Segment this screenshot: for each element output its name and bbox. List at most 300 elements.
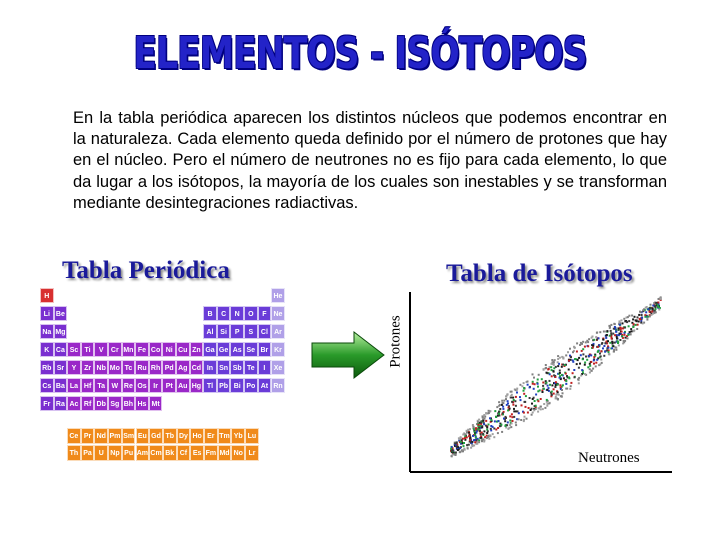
isotope-point [605, 337, 607, 339]
isotope-point [540, 406, 542, 408]
isotope-point [614, 334, 616, 336]
isotope-point [595, 362, 597, 364]
isotope-point [593, 339, 595, 341]
isotope-point [513, 408, 515, 410]
isotope-point [645, 307, 647, 309]
isotope-point [482, 433, 484, 435]
isotope-point [548, 387, 550, 389]
element-cell-c: C [217, 306, 231, 321]
isotope-point [514, 400, 516, 402]
isotope-point [612, 343, 614, 345]
isotope-point [452, 454, 454, 456]
isotope-point [512, 404, 514, 406]
element-cell-md: Md [218, 445, 232, 461]
isotope-point [462, 434, 464, 436]
isotope-point [532, 373, 534, 375]
isotope-point [472, 435, 474, 437]
isotope-point [473, 426, 475, 428]
isotope-point [629, 331, 631, 333]
isotope-point [595, 365, 597, 367]
isotope-point [529, 386, 531, 388]
isotope-point [585, 356, 587, 358]
isotope-point [565, 354, 567, 356]
isotope-point [593, 356, 595, 358]
isotope-point [580, 342, 582, 344]
isotope-point [620, 328, 622, 330]
isotope-point [596, 332, 598, 334]
isotope-point [610, 324, 612, 326]
isotope-point [543, 403, 545, 405]
isotope-point [551, 363, 553, 365]
isotope-point [516, 392, 518, 394]
isotope-point [509, 408, 511, 410]
element-cell-ir: Ir [149, 378, 163, 393]
isotope-point [562, 392, 564, 394]
isotope-point [572, 361, 574, 363]
isotope-point [519, 384, 521, 386]
isotope-point [556, 393, 558, 395]
isotope-point [553, 374, 555, 376]
isotope-point [652, 307, 654, 309]
isotope-point [615, 346, 617, 348]
element-cell-rb: Rb [40, 360, 54, 375]
element-cell-sb: Sb [230, 360, 244, 375]
element-cell-yb: Yb [231, 428, 245, 444]
isotope-point [584, 364, 586, 366]
isotope-point [515, 405, 517, 407]
element-cell-cr: Cr [108, 342, 122, 357]
isotope-point [497, 420, 499, 422]
isotope-point [546, 372, 548, 374]
isotope-point [504, 420, 506, 422]
element-cell-hs: Hs [135, 396, 149, 411]
isotope-point [518, 418, 520, 420]
element-cell-as: As [230, 342, 244, 357]
isotope-point [500, 424, 502, 426]
element-cell-rh: Rh [149, 360, 163, 375]
isotope-point [547, 389, 549, 391]
isotope-point [517, 410, 519, 412]
isotope-point [621, 331, 623, 333]
isotope-point [604, 351, 606, 353]
isotope-point [584, 346, 586, 348]
element-cell-ba: Ba [54, 378, 68, 393]
isotope-point [497, 432, 499, 434]
isotope-point [515, 422, 517, 424]
isotope-point [532, 398, 534, 400]
isotope-point [479, 430, 481, 432]
isotope-point [643, 309, 645, 311]
isotope-point [534, 400, 536, 402]
isotope-point [613, 351, 615, 353]
isotope-point [497, 427, 499, 429]
isotope-point [516, 389, 518, 391]
isotope-point [577, 378, 579, 380]
isotope-point [495, 429, 497, 431]
isotope-point [626, 321, 628, 323]
isotope-point [488, 410, 490, 412]
isotope-table-heading: Tabla de Isótopos [446, 260, 633, 287]
isotope-point [615, 331, 617, 333]
isotope-point [623, 340, 625, 342]
isotope-point [526, 418, 528, 420]
element-cell-ca: Ca [54, 342, 68, 357]
isotope-point [634, 316, 636, 318]
isotope-point [621, 335, 623, 337]
element-cell-ni: Ni [162, 342, 176, 357]
element-cell-am: Am [136, 445, 150, 461]
isotope-point [494, 420, 496, 422]
element-cell-bi: Bi [230, 378, 244, 393]
isotope-point [551, 375, 553, 377]
element-cell-po: Po [244, 378, 258, 393]
isotope-point [538, 374, 540, 376]
isotope-point [532, 383, 534, 385]
isotope-point [572, 351, 574, 353]
element-cell-s: S [244, 324, 258, 339]
isotope-point [551, 359, 553, 361]
isotope-point [502, 402, 504, 404]
isotope-point [482, 420, 484, 422]
element-cell-ag: Ag [176, 360, 190, 375]
isotope-point [570, 385, 572, 387]
isotope-point [653, 302, 655, 304]
element-cell-kr: Kr [271, 342, 285, 357]
isotope-point [481, 440, 483, 442]
isotope-point [630, 333, 632, 335]
element-cell-te: Te [244, 360, 258, 375]
isotope-point [468, 444, 470, 446]
isotope-point [507, 421, 509, 423]
isotope-point [547, 385, 549, 387]
isotope-point [573, 369, 575, 371]
isotope-point [454, 443, 456, 445]
isotope-point [507, 428, 509, 430]
isotope-point [507, 400, 509, 402]
isotope-point [608, 325, 610, 327]
isotope-point [616, 338, 618, 340]
isotope-point [534, 383, 536, 385]
isotope-point [566, 375, 568, 377]
element-cell-ac: Ac [67, 396, 81, 411]
element-cell-cu: Cu [176, 342, 190, 357]
element-cell-sg: Sg [108, 396, 122, 411]
isotope-point [546, 399, 548, 401]
isotope-point [617, 342, 619, 344]
isotope-point [487, 436, 489, 438]
isotope-point [660, 298, 662, 300]
isotope-point [499, 408, 501, 410]
isotope-point [509, 420, 511, 422]
isotope-point [597, 351, 599, 353]
isotope-point [542, 382, 544, 384]
isotope-point [649, 307, 651, 309]
isotope-point [459, 438, 461, 440]
element-cell-at: At [258, 378, 272, 393]
isotope-point [549, 380, 551, 382]
element-cell-w: W [108, 378, 122, 393]
isotope-point [639, 318, 641, 320]
isotope-point [498, 401, 500, 403]
element-cell-pu: Pu [122, 445, 136, 461]
isotope-point [559, 384, 561, 386]
isotope-point [588, 338, 590, 340]
isotope-point [505, 396, 507, 398]
element-cell-al: Al [203, 324, 217, 339]
isotope-point [649, 311, 651, 313]
element-cell-k: K [40, 342, 54, 357]
isotope-point [498, 415, 500, 417]
isotope-chart-svg [400, 292, 675, 474]
isotope-point [611, 341, 613, 343]
element-cell-tc: Tc [122, 360, 136, 375]
element-cell-sm: Sm [122, 428, 136, 444]
element-cell-os: Os [135, 378, 149, 393]
isotope-point [622, 327, 624, 329]
isotope-point [637, 316, 639, 318]
isotope-point [549, 384, 551, 386]
isotope-point [553, 362, 555, 364]
isotope-point [633, 330, 635, 332]
isotope-point [557, 399, 559, 401]
isotope-point [632, 318, 634, 320]
element-cell-xe: Xe [271, 360, 285, 375]
isotope-point [477, 428, 479, 430]
isotope-point [655, 308, 657, 310]
isotope-point [555, 366, 557, 368]
isotope-point [551, 391, 553, 393]
element-cell-fm: Fm [204, 445, 218, 461]
right-arrow-icon [310, 330, 386, 380]
isotope-point [624, 327, 626, 329]
isotope-point [483, 441, 485, 443]
isotope-point [551, 393, 553, 395]
element-cell-np: Np [108, 445, 122, 461]
isotope-point [578, 367, 580, 369]
isotope-point [537, 383, 539, 385]
stability-band [450, 296, 662, 457]
element-cell-ge: Ge [217, 342, 231, 357]
isotope-point [525, 406, 527, 408]
isotope-point [606, 330, 608, 332]
periodic-table-heading: Tabla Periódica [62, 257, 230, 284]
isotope-point [545, 364, 547, 366]
isotope-point [592, 345, 594, 347]
isotope-point [614, 342, 616, 344]
isotope-point [646, 319, 648, 321]
isotope-point [463, 448, 465, 450]
isotope-point [481, 426, 483, 428]
isotope-point [520, 399, 522, 401]
element-cell-h: H [40, 288, 54, 303]
isotope-point [599, 331, 601, 333]
isotope-point [480, 422, 482, 424]
element-cell-mt: Mt [149, 396, 163, 411]
isotope-point [574, 376, 576, 378]
isotope-point [471, 441, 473, 443]
isotope-point [483, 423, 485, 425]
isotope-point [638, 314, 640, 316]
periodic-table [40, 288, 285, 414]
isotope-point [490, 428, 492, 430]
isotope-point [588, 355, 590, 357]
isotope-point [482, 417, 484, 419]
element-cell-v: V [94, 342, 108, 357]
isotope-point [527, 384, 529, 386]
isotope-point [475, 437, 477, 439]
element-cell-hf: Hf [81, 378, 95, 393]
isotope-point [619, 324, 621, 326]
element-cell-nb: Nb [94, 360, 108, 375]
element-cell-y: Y [67, 360, 81, 375]
isotope-point [499, 404, 501, 406]
isotope-point [613, 323, 615, 325]
isotope-point [561, 396, 563, 398]
element-cell-mg: Mg [54, 324, 68, 339]
isotope-point [505, 417, 507, 419]
element-cell-sc: Sc [67, 342, 81, 357]
element-cell-bk: Bk [163, 445, 177, 461]
isotope-point [578, 357, 580, 359]
isotope-point [527, 412, 529, 414]
isotope-chart [400, 292, 675, 474]
isotope-point [535, 408, 537, 410]
isotope-point [513, 416, 515, 418]
isotope-point [483, 430, 485, 432]
isotope-point [523, 393, 525, 395]
isotope-point [484, 436, 486, 438]
isotope-point [553, 393, 555, 395]
element-cell-ti: Ti [81, 342, 95, 357]
isotope-point [581, 369, 583, 371]
element-cell-pm: Pm [108, 428, 122, 444]
element-cell-cm: Cm [149, 445, 163, 461]
element-cell-mo: Mo [108, 360, 122, 375]
isotope-point [532, 381, 534, 383]
isotope-point [523, 382, 525, 384]
isotope-point [561, 374, 563, 376]
isotope-point [459, 451, 461, 453]
isotope-point [631, 330, 633, 332]
isotope-point [573, 346, 575, 348]
isotope-point [474, 439, 476, 441]
element-cell-pt: Pt [162, 378, 176, 393]
isotope-point [557, 361, 559, 363]
isotope-point [558, 394, 560, 396]
isotope-point [621, 319, 623, 321]
isotope-point [568, 369, 570, 371]
isotope-point [542, 391, 544, 393]
element-cell-la: La [67, 378, 81, 393]
isotope-point [601, 362, 603, 364]
element-cell-ta: Ta [94, 378, 108, 393]
isotope-point [586, 359, 588, 361]
isotope-point [561, 356, 563, 358]
isotope-point [590, 370, 592, 372]
isotope-point [582, 341, 584, 343]
isotope-point [633, 323, 635, 325]
isotope-point [576, 363, 578, 365]
isotope-point [615, 349, 617, 351]
isotope-point [590, 361, 592, 363]
isotope-point [543, 388, 545, 390]
isotope-point [469, 439, 471, 441]
isotope-point [473, 445, 475, 447]
element-cell-cd: Cd [190, 360, 204, 375]
isotope-point [489, 410, 491, 412]
isotope-point [525, 395, 527, 397]
isotope-point [628, 325, 630, 327]
isotope-point [575, 358, 577, 360]
isotope-point [537, 411, 539, 413]
isotope-point [561, 366, 563, 368]
isotope-point [501, 431, 503, 433]
element-cell-db: Db [94, 396, 108, 411]
isotope-point [521, 404, 523, 406]
isotope-point [559, 357, 561, 359]
isotope-point [580, 375, 582, 377]
element-cell-li: Li [40, 306, 54, 321]
isotope-point [506, 404, 508, 406]
isotope-point [511, 416, 513, 418]
isotope-point [611, 347, 613, 349]
isotope-point [501, 400, 503, 402]
isotope-point [515, 424, 517, 426]
isotope-point [509, 415, 511, 417]
element-cell-n: N [230, 306, 244, 321]
element-cell-o: O [244, 306, 258, 321]
isotope-point [547, 403, 549, 405]
isotope-point [540, 398, 542, 400]
element-cell-au: Au [176, 378, 190, 393]
isotope-point [589, 372, 591, 374]
isotope-point [593, 363, 595, 365]
isotope-point [486, 413, 488, 415]
isotope-point [550, 366, 552, 368]
isotope-point [537, 379, 539, 381]
element-cell-na: Na [40, 324, 54, 339]
isotope-point [460, 441, 462, 443]
isotope-point [523, 390, 525, 392]
isotope-point [596, 339, 598, 341]
isotope-point [537, 386, 539, 388]
isotope-point [642, 322, 644, 324]
isotope-point [603, 345, 605, 347]
isotope-point [618, 322, 620, 324]
isotope-point [519, 396, 521, 398]
isotope-point [555, 381, 557, 383]
isotope-point [557, 355, 559, 357]
isotope-point [587, 345, 589, 347]
isotope-point [457, 449, 459, 451]
isotope-point [599, 344, 601, 346]
f-block-table [67, 428, 259, 462]
element-cell-in: In [203, 360, 217, 375]
isotope-point [464, 437, 466, 439]
isotope-point [523, 412, 525, 414]
isotope-point [468, 435, 470, 437]
isotope-point [480, 437, 482, 439]
isotope-point [474, 434, 476, 436]
isotope-point [582, 348, 584, 350]
isotope-point [486, 429, 488, 431]
isotope-point [554, 386, 556, 388]
isotope-point [609, 342, 611, 344]
isotope-point [591, 337, 593, 339]
isotope-point [595, 336, 597, 338]
isotope-point [635, 324, 637, 326]
isotope-point [531, 403, 533, 405]
